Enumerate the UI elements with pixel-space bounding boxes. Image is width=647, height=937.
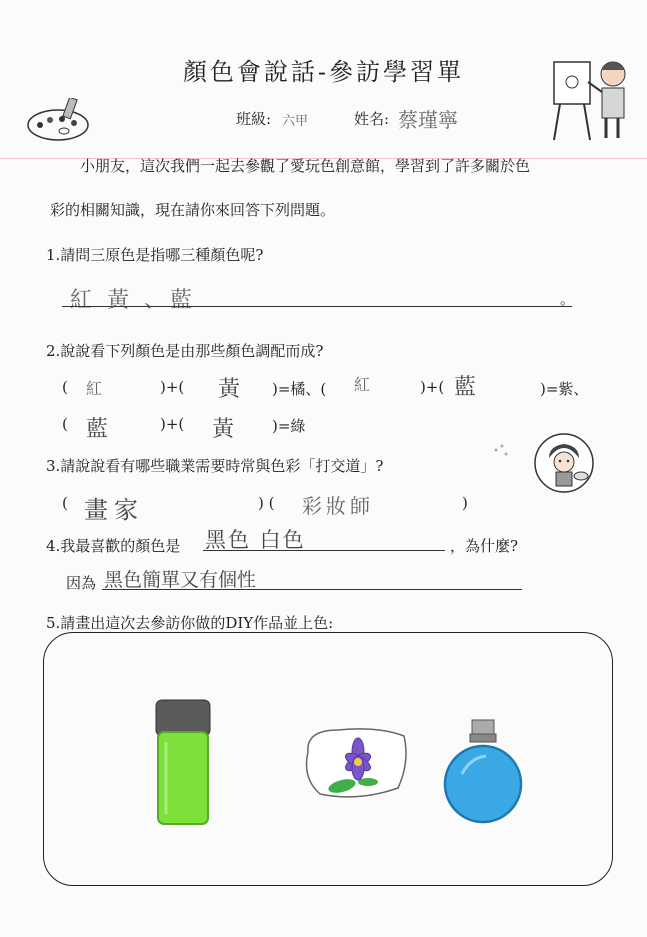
q1-answer: 紅 黃 、藍 — [70, 288, 196, 313]
name-label: 姓名: — [354, 110, 390, 128]
class-label: 班級: — [236, 110, 272, 128]
q2-row2-a: 藍 — [86, 417, 109, 442]
name-value: 蔡瑾寧 — [398, 108, 458, 132]
q3-answer-1: 畫家 — [84, 496, 144, 524]
dots-decoration — [492, 442, 516, 460]
question-5: 5.請畫出這次去參訪你做的DIY作品並上色: — [46, 614, 334, 632]
palette-icon — [24, 98, 94, 143]
q4-reason-line — [102, 589, 522, 590]
q1-end: 。 — [560, 290, 576, 308]
class-value: 六甲 — [282, 114, 309, 129]
page-title: 顏色會說話-參訪學習單 — [182, 58, 465, 86]
question-1: 1.請問三原色是指哪三種顏色呢? — [46, 246, 264, 264]
q2-row1-b: 黃 — [218, 377, 241, 402]
q2-row1-a: 紅 — [86, 379, 103, 398]
girl-painter-icon — [533, 432, 595, 494]
intro-line-2: 彩的相關知識，現在請你來回答下列問題。 — [50, 201, 336, 219]
q2-row1-c: 紅 — [354, 375, 371, 394]
q2-row1-result2: )=紫、 — [540, 380, 589, 398]
intro-line-1: 小朋友，這次我們一起去參觀了愛玩色創意館，學習到了許多關於色 — [80, 157, 531, 175]
question-2: 2.說說看下列顏色是由那些顏色調配而成? — [46, 342, 324, 360]
q2-row2-b: 黃 — [212, 417, 235, 442]
flower-plate-drawing — [298, 722, 414, 804]
q4-answer-line — [203, 550, 445, 551]
q2-row2-result: )=綠 — [272, 417, 306, 435]
question-3: 3.請說說看有哪些職業需要時常與色彩「打交道」? — [46, 457, 384, 475]
question-4: 4.我最喜歡的顏色是 — [46, 537, 181, 555]
q3-answer-2: 彩妝師 — [302, 494, 374, 518]
q1-answer-line — [62, 306, 572, 307]
q4-suffix: ，為什麼? — [450, 537, 519, 555]
q2-row1-d: 藍 — [454, 375, 477, 400]
green-bottle-drawing — [148, 694, 218, 834]
q4-because-label: 因為 — [66, 574, 97, 592]
blue-bottle-drawing — [440, 718, 526, 828]
q4-reason: 黑色簡單又有個性 — [104, 569, 257, 591]
q4-answer: 黑色 白色 — [205, 528, 306, 552]
q2-row1-result1: )=橘、( — [272, 380, 327, 398]
painter-illustration-icon — [548, 52, 638, 142]
